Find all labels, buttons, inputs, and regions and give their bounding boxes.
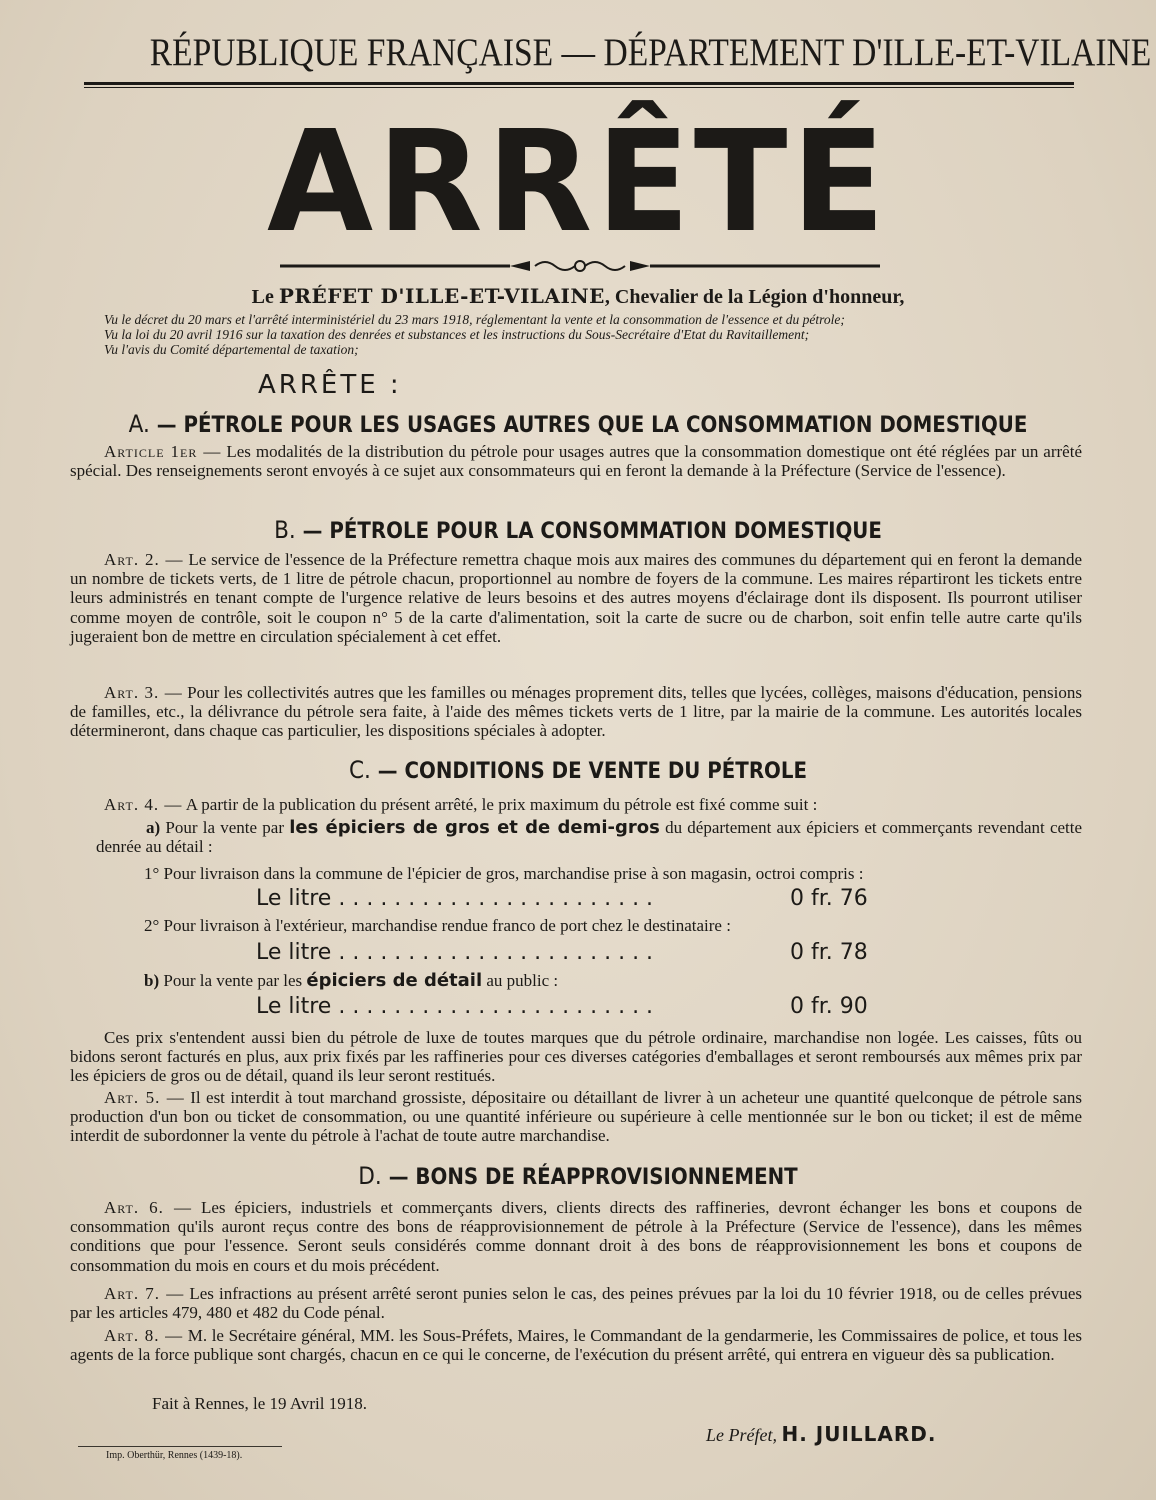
header-rule-thin	[84, 87, 1074, 88]
price-value: 0 fr. 78	[790, 940, 868, 965]
price-dots: . . . . . . . . . . . . . . . . . . . . . . .	[338, 886, 654, 911]
article-text: Les infractions au présent arrêté seront punies selon le cas, des peines prévues par la loi du 10 février 1918, ou de celles prévues par les articles 479, 480 et 482 du Code pénal.	[70, 1284, 1083, 1323]
section-title: — PÉTROLE POUR LES USAGES AUTRES QUE LA CONSOMMATION DOMESTIQUE	[156, 413, 1028, 438]
price-label: Le litre	[256, 994, 332, 1019]
article-label: Art. 2. —	[104, 550, 184, 569]
price-condition-2: 2° Pour livraison à l'extérieur, marchandise rendue franco de port chez le destinataire :	[144, 916, 731, 935]
article-text: A partir de la publication du présent arrêté, le prix maximum du pétrole est fixé comme suit :	[185, 795, 818, 814]
article-text: Les épiciers, industriels et commerçants divers, clients directs des raffineries, devront échanger les bons et coupons de consommation qu'ils auront reçus contre des bons de réapprovisionnement de pétrole à la Préfecture (Service de l'essence), dans les mêmes conditions que pour l'essence. Seront seuls considérés comme donnant droit à des bons de réapprovisionnement les bons et coupons de consommation du mois en cours et du mois précédent.	[70, 1198, 1083, 1275]
clause-b	[144, 970, 558, 991]
article-label: Art. 5. —	[104, 1088, 185, 1107]
clause-label: b)	[144, 971, 160, 990]
paragraph-text: Ces prix s'entendent aussi bien du pétrole de luxe de toutes marques que du pétrole ordinaire, marchandise non logée. Les caisses, fûts ou bidons seront facturés en plus, aux prix fixés par les raffineries pour ces diverses catégories d'emballages et seront remboursés aux mêmes prix par les épiciers de gros ou de détail, quand ils leur seront restitués.	[70, 1028, 1082, 1086]
article-label: Art. 4. —	[104, 795, 183, 814]
article-3	[70, 683, 1082, 741]
price-condition-1: 1° Pour livraison dans la commune de l'épicier de gros, marchandise prise à son magasin, octroi compris :	[144, 864, 864, 883]
article-label: Art. 6. —	[104, 1198, 192, 1217]
article-text: Il est interdit à tout marchand grossiste, dépositaire ou détaillant de livrer à un acheteur une quantité quelconque de pétrole sans production d'un bon ou ticket de consommation, ou une quantité inférieure ou supérieure à celle mentionnée sur le bon ou ticket; il est de même interdit de subordonner la vente du pétrole à l'achat de toute autre marchandise.	[70, 1088, 1083, 1146]
article-5	[70, 1088, 1082, 1146]
section-c-heading	[58, 756, 1098, 784]
article-7	[70, 1284, 1082, 1322]
signature	[706, 1422, 936, 1446]
clause-bold: épiciers de détail	[306, 970, 483, 991]
vu-line: Vu l'avis du Comité départemental de taxation;	[104, 342, 359, 357]
price-value: 0 fr. 76	[790, 886, 868, 911]
ornament-divider	[280, 256, 880, 276]
article-1	[70, 442, 1082, 480]
prefet-line	[0, 284, 1156, 309]
clause-label: a)	[146, 818, 161, 837]
section-letter: D.	[358, 1162, 382, 1190]
price-row	[256, 994, 916, 1019]
article-text: Le service de l'essence de la Préfecture remettra chaque mois aux maires des communes du département qui en feront la demande un nombre de tickets verts, de 1 litre de pétrole chacun, proportionnel au nombre de foyers de la commune. Les maires répartiront les tickets entre leurs administrés en tenant compte de l'urgence relative de leurs besoins et des autres moyens d'éclairage dont ils disposent. Ils pourront utiliser comme moyen de contrôle, soit le coupon n° 5 de la carte d'alimentation, soit la carte de sucre ou de charbon, soit enfin telle autre carte qu'ils jugeraient bon de mettre en circulation spécialement à cet effet.	[70, 550, 1083, 646]
article-2	[70, 550, 1082, 646]
price-dots: . . . . . . . . . . . . . . . . . . . . . . .	[338, 940, 654, 965]
printer-imprint: Imp. Oberthür, Rennes (1439-18).	[106, 1450, 243, 1461]
section-a-heading	[58, 410, 1098, 438]
article-text: M. le Secrétaire général, MM. les Sous-Préfets, Maires, le Commandant de la gendarmerie, les Commissaires de police, et tous les agents de la force publique sont chargés, chacun en ce qui le concerne, de l'exécution du présent arrêté, qui entrera en vigueur dès sa publication.	[70, 1326, 1083, 1365]
article-4	[70, 795, 1082, 814]
article-8	[70, 1326, 1082, 1364]
clause-text: du département aux épiciers et commerçants revendant cette denrée au détail :	[96, 818, 1083, 857]
price-label: Le litre	[256, 886, 332, 911]
article-label: Art. 8. —	[104, 1326, 184, 1345]
date-place: Fait à Rennes, le 19 Avril 1918.	[152, 1394, 367, 1413]
article-text: Pour les collectivités autres que les familles ou ménages proprement dits, telles que lycées, collèges, maisons d'éducation, pensions de familles, etc., la délivrance du pétrole sera faite, à l'aide des mêmes tickets verts de 1 litre, par la mairie de la commune. Les autorités locales détermineront, dans chaque cas particulier, les dispositions spéciales à adopter.	[70, 683, 1083, 741]
signature-role: Le Préfet,	[706, 1425, 777, 1445]
section-letter: C.	[348, 756, 371, 784]
price-dots: . . . . . . . . . . . . . . . . . . . . . . .	[338, 994, 654, 1019]
clause-text: au public :	[486, 971, 559, 990]
section-title: — PÉTROLE POUR LA CONSOMMATION DOMESTIQUE	[302, 519, 882, 544]
price-row	[256, 886, 916, 911]
clause-a	[96, 818, 1082, 856]
prefet-prefix: Le	[251, 286, 279, 308]
article-label: Art. 3. —	[104, 683, 183, 702]
clause-text: Pour la vente par	[165, 818, 284, 837]
price-label: Le litre	[256, 940, 332, 965]
section-d-heading	[58, 1162, 1098, 1190]
section-letter: A.	[128, 410, 150, 438]
article-label: Art. 7. —	[104, 1284, 185, 1303]
article-6	[70, 1198, 1082, 1275]
imprint-rule	[78, 1446, 282, 1447]
header-title: RÉPUBLIQUE FRANÇAISE — DÉPARTEMENT D'ILLE-ET-VILAINE	[149, 31, 1152, 74]
signature-name: H. JUILLARD.	[781, 1422, 937, 1446]
prefet-caps: PRÉFET D'ILLE-ET-VILAINE	[278, 284, 605, 308]
article-text: Les modalités de la distribution du pétrole pour usages autres que la consommation domestique ont été réglées par un arrêté spécial. Des renseignements seront envoyés à ce sujet aux consommateurs qui en feront la demande à la Préfecture (Service de l'essence).	[70, 442, 1082, 481]
section-title: — BONS DE RÉAPPROVISIONNEMENT	[388, 1165, 798, 1190]
vu-line: Vu le décret du 20 mars et l'arrêté interministériel du 23 mars 1918, réglementant la vente et la consommation de l'essence et du pétrole;	[104, 312, 845, 327]
price-row	[256, 940, 916, 965]
section-title: — CONDITIONS DE VENTE DU PÉTROLE	[377, 759, 808, 784]
prefet-suffix: , Chevalier de la Légion d'honneur,	[604, 286, 905, 308]
price-value: 0 fr. 90	[790, 994, 868, 1019]
clause-bold: les épiciers de gros et de demi-gros	[289, 817, 660, 838]
section-letter: B.	[274, 516, 296, 544]
article-label: Article 1er —	[104, 442, 222, 461]
header-rule	[84, 82, 1074, 85]
page-title: ARRÊTÉ	[266, 101, 890, 264]
vu-block	[104, 312, 1104, 357]
section-b-heading	[58, 516, 1098, 544]
vu-line: Vu la loi du 20 avril 1916 sur la taxation des denrées et substances et les instructions du Sous-Secrétaire d'Etat du Ravitaillement;	[104, 327, 810, 342]
prices-paragraph	[70, 1028, 1082, 1086]
arrete-heading: ARRÊTE :	[258, 370, 402, 400]
clause-text: Pour la vente par les	[163, 971, 303, 990]
